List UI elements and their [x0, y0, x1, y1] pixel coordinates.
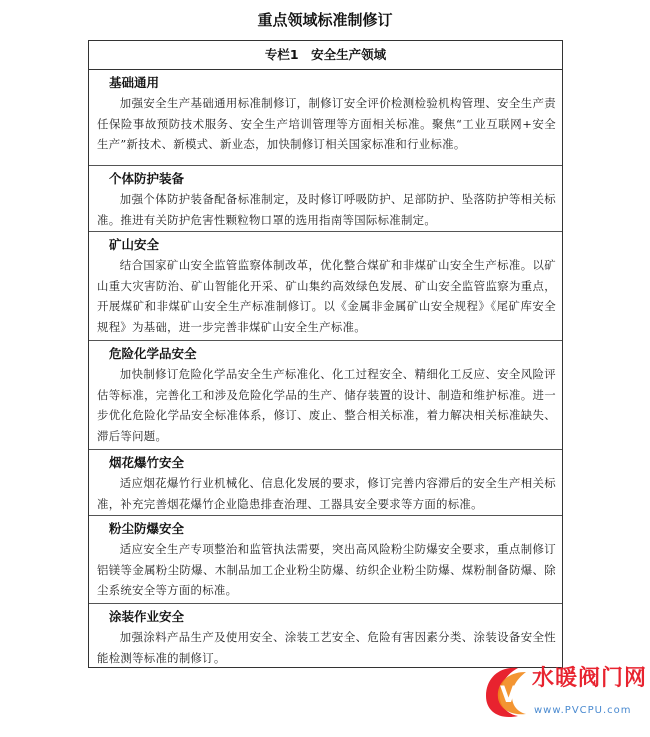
section-title: 危险化学品安全	[109, 346, 197, 361]
section-body: 适应安全生产专项整治和监管执法需要，突出高风险粉尘防爆安全要求，重点制修订铝镁等金属粉尘防爆、木制品加工企业粉尘防爆、纺织企业粉尘防爆、煤粉制备防爆、除尘系统安全等方面的标准。	[97, 542, 556, 597]
section-body: 适应烟花爆竹行业机械化、信息化发展的要求，修订完善内容滞后的安全生产相关标准，补充完善烟花爆竹企业隐患排查治理、工器具安全要求等方面的标准。	[97, 476, 556, 511]
section-personal-protective-equipment	[89, 166, 562, 232]
section-title: 烟花爆竹安全	[109, 455, 185, 470]
section-title: 矿山安全	[109, 237, 160, 252]
site-watermark	[478, 660, 650, 737]
section-title: 个体防护装备	[109, 171, 185, 186]
section-body: 加强安全生产基础通用标准制修订，制修订安全评价检测检验机构管理、安全生产责任保险事故预防技术服务、安全生产培训管理等方面相关标准。聚焦“工业互联网+安全生产”新技术、新模式、新业态，加快制修订相关国家标准和行业标准。	[97, 96, 556, 151]
watermark-url[interactable]: www.PVCPU.com	[534, 705, 632, 716]
column-header: 专栏1 安全生产领域	[89, 41, 562, 70]
page-title: 重点领域标准制修订	[257, 11, 393, 29]
section-body: 加强涂料产品生产及使用安全、涂装工艺安全、危险有害因素分类、涂装设备安全性能检测等标准的制修订。	[97, 630, 556, 665]
pv-logo-icon	[480, 662, 532, 722]
section-mine-safety	[89, 232, 562, 341]
section-title: 基础通用	[109, 75, 160, 90]
column-box	[88, 40, 563, 668]
section-fireworks-safety	[89, 450, 562, 516]
section-dust-explosion	[89, 516, 562, 604]
section-body: 加快制修订危险化学品安全生产标准化、化工过程安全、精细化工反应、安全风险评估等标准，完善化工和涉及危险化学品的生产、储存装置的设计、制造和维护标准。进一步优化危险化学品安全标准体系，修订、废止、整合相关标准，着力解决相关标准缺失、滞后等问题。	[97, 367, 556, 443]
watermark-site-name: 水暖阀门网	[532, 666, 648, 691]
section-basic-general	[89, 70, 562, 166]
section-hazardous-chemicals	[89, 341, 562, 450]
section-coating-safety	[89, 604, 562, 667]
section-title: 涂装作业安全	[109, 609, 185, 624]
section-title: 粉尘防爆安全	[109, 521, 185, 536]
section-body: 加强个体防护装备配备标准制定，及时修订呼吸防护、足部防护、坠落防护等相关标准。推进有关防护危害性颗粒物口罩的选用指南等国际标准制定。	[97, 192, 556, 227]
svg-text:V: V	[500, 683, 518, 708]
section-body: 结合国家矿山安全监管监察体制改革，优化整合煤矿和非煤矿山安全生产标准。以矿山重大灾害防治、矿山智能化开采、矿山集约高效绿色发展、矿山安全监管监察为重点，开展煤矿和非煤矿山安全生产标准制修订。以《金属非金属矿山安全规程》《尾矿库安全规程》为基础，进一步完善非煤矿山安全生产标准。	[97, 258, 556, 334]
